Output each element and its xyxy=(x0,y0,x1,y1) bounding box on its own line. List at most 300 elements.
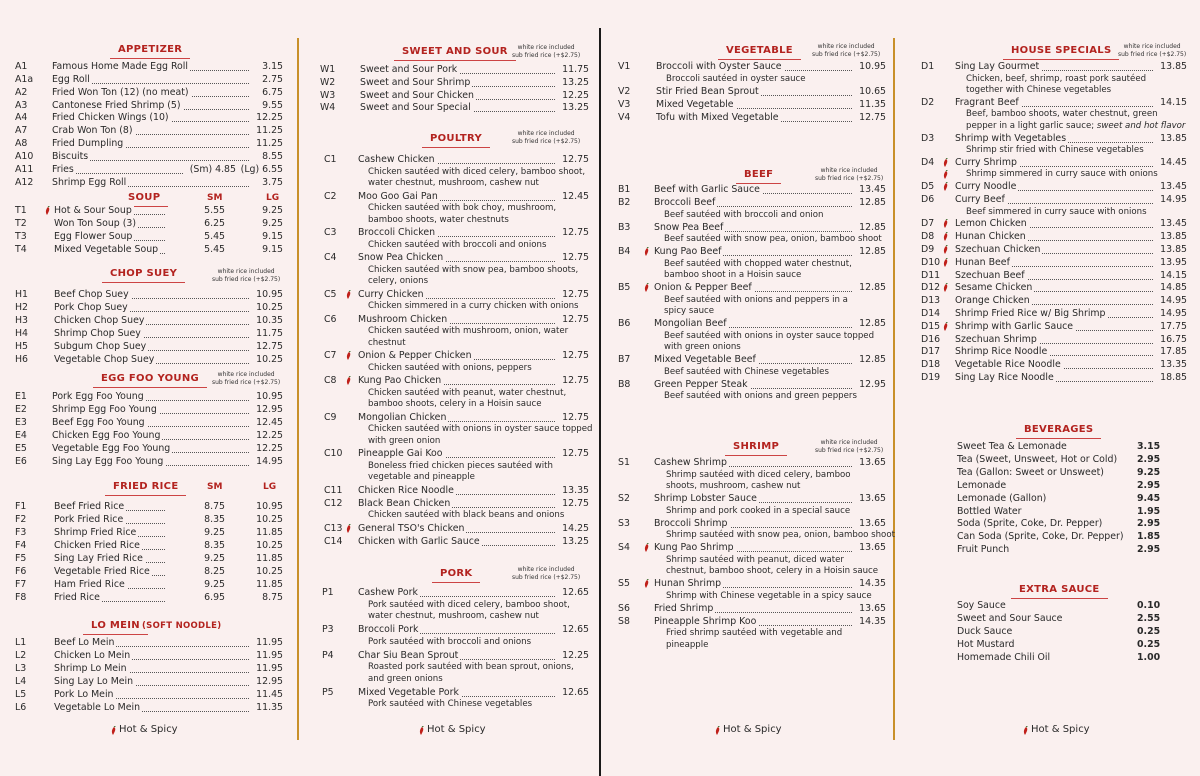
item-name xyxy=(654,578,852,590)
item-name xyxy=(955,194,1153,206)
column-header-large: LG xyxy=(263,482,277,492)
item-description: Chicken sautéed with snow pea, bamboo shoots, xyxy=(368,264,579,275)
section-title-appetizer: APPETIZER xyxy=(118,44,182,55)
item-description: Beef sautéed with onions and green peppers xyxy=(664,391,857,401)
item-code: W4 xyxy=(320,102,336,113)
item-code: D16 xyxy=(921,333,941,345)
item-name xyxy=(654,457,852,469)
item-name xyxy=(358,289,555,301)
item-price: 12.25 xyxy=(256,430,283,441)
item-description: chestnut xyxy=(368,337,406,348)
item-code: C9 xyxy=(324,411,337,423)
menu-item-row xyxy=(921,133,1187,145)
item-price: 12.45 xyxy=(562,190,589,202)
section-title-soup: SOUP xyxy=(128,192,160,203)
item-code: T1 xyxy=(15,205,27,216)
item-code: A1a xyxy=(15,74,34,85)
item-name-label: Onion & Pepper Beef xyxy=(654,282,752,293)
item-code: A10 xyxy=(15,151,34,162)
item-description: Chicken sautéed with onions, peppers xyxy=(368,362,532,373)
item-name xyxy=(955,334,1153,346)
sauce-price: 1.00 xyxy=(1137,651,1161,663)
item-price: 13.65 xyxy=(859,517,886,529)
item-name-label: Chicken Rice Noodle xyxy=(358,484,454,496)
item-price-large: 8.75 xyxy=(262,592,283,603)
item-code: F3 xyxy=(15,527,27,538)
item-name xyxy=(656,61,852,73)
item-price: 12.75 xyxy=(859,111,886,123)
item-code: D8 xyxy=(921,231,935,243)
item-price: 12.75 xyxy=(562,252,589,263)
item-name xyxy=(54,501,165,513)
item-code: D1 xyxy=(921,61,935,72)
item-name-label: Sing Lay Gourmet xyxy=(955,61,1040,72)
item-name xyxy=(54,553,165,565)
hot-pepper-icon xyxy=(345,524,352,534)
item-price: 13.45 xyxy=(859,184,886,195)
item-code: C4 xyxy=(324,252,337,263)
item-name-label: Famous Home Made Egg Roll xyxy=(52,61,188,72)
item-price: 12.25 xyxy=(562,90,589,101)
item-price: 12.95 xyxy=(256,404,283,415)
title-underline xyxy=(1016,438,1101,439)
item-name xyxy=(656,99,852,111)
item-code: A8 xyxy=(15,138,28,149)
item-name-label: Subgum Chop Suey xyxy=(54,341,147,352)
item-price: 3.75 xyxy=(262,177,283,188)
beverage-name: Lemonade xyxy=(957,479,1007,491)
item-name xyxy=(54,218,165,230)
item-name-label: Fried Rice xyxy=(54,592,100,603)
menu-item-row xyxy=(15,315,283,327)
item-name-label: Pineapple Shrimp Koo xyxy=(654,615,757,627)
item-price: 9.55 xyxy=(262,100,283,111)
beverage-price: 2.95 xyxy=(1137,544,1161,556)
hot-pepper-icon xyxy=(44,206,51,216)
item-price: 12.25 xyxy=(256,443,283,454)
menu-item-row xyxy=(618,86,886,98)
menu-item-row xyxy=(618,112,886,124)
item-name xyxy=(54,650,249,662)
item-code: D17 xyxy=(921,346,941,358)
item-description: bamboo shoot in a Hoisin sauce xyxy=(664,270,802,280)
item-name-label: Lemon Chicken xyxy=(955,218,1027,230)
item-code: D13 xyxy=(921,295,941,307)
title-underline xyxy=(432,582,480,583)
beverage-name: Can Soda (Sprite, Coke, Dr. Pepper) xyxy=(957,531,1124,543)
menu-item-row xyxy=(15,702,283,714)
menu-item-row xyxy=(15,391,283,403)
item-description: Pork sautéed with diced celery, bamboo shoot, xyxy=(368,599,570,610)
item-price: 13.25 xyxy=(562,102,589,113)
menu-item-row xyxy=(921,308,1187,320)
item-name xyxy=(52,151,249,163)
item-code: D6 xyxy=(921,194,935,205)
item-description: together with Chinese vegetables xyxy=(966,85,1112,95)
item-price: 8.55 xyxy=(262,151,283,162)
menu-item-row xyxy=(15,112,283,124)
menu-item-row xyxy=(322,624,589,636)
item-code: D14 xyxy=(921,307,941,319)
rice-note xyxy=(812,43,880,59)
item-description: celery, onions xyxy=(368,276,429,286)
item-price: 16.75 xyxy=(1160,333,1187,345)
menu-item-row xyxy=(15,244,283,256)
divider-1 xyxy=(297,38,299,740)
item-name-label: Char Siu Bean Sprout xyxy=(358,649,459,661)
hot-pepper-icon xyxy=(345,290,352,300)
item-name xyxy=(955,295,1153,307)
item-price: 12.75 xyxy=(562,411,589,423)
item-price: 11.25 xyxy=(256,138,283,149)
item-price: 12.25 xyxy=(562,649,589,661)
menu-item-row xyxy=(324,498,589,510)
item-description: Beef sautéed with broccoli and onion xyxy=(664,209,824,220)
sauce-name: Hot Mustard xyxy=(957,638,1015,650)
item-description: water chestnut, mushroom, cashew nut xyxy=(368,611,539,621)
menu-item-row xyxy=(618,542,886,554)
menu-item-row xyxy=(15,676,283,688)
item-name-label: Sweet and Sour Pork xyxy=(360,64,458,75)
section-title-extra-sauce: EXTRA SAUCE xyxy=(1019,584,1100,595)
item-name xyxy=(654,493,852,505)
item-price: 10.35 xyxy=(256,315,283,326)
item-price-large: 9.15 xyxy=(262,244,283,255)
menu-item-row xyxy=(15,579,283,591)
item-code: P3 xyxy=(322,624,334,635)
item-name xyxy=(358,624,555,636)
item-code: T3 xyxy=(15,231,27,242)
sauce-name: Soy Sauce xyxy=(957,600,1006,611)
item-name-label: Sweet and Sour Chicken xyxy=(360,90,474,101)
menu-item-row xyxy=(324,412,589,424)
item-price: 12.45 xyxy=(256,417,283,428)
item-name-label: Mixed Vegetable xyxy=(656,98,734,110)
item-name-label: Beef Fried Rice xyxy=(54,501,125,512)
item-price: 10.25 xyxy=(256,302,283,313)
item-price: 12.85 xyxy=(859,282,886,293)
item-code: D15 xyxy=(921,320,941,332)
menu-item-row xyxy=(15,138,283,150)
title-underline xyxy=(110,58,190,59)
item-price: 14.15 xyxy=(1160,269,1187,281)
sauce-row xyxy=(957,638,1161,651)
sauce-row xyxy=(957,600,1161,612)
item-name xyxy=(358,314,555,326)
beverage-name: Soda (Sprite, Coke, Dr. Pepper) xyxy=(957,518,1103,530)
item-name-label: General TSO's Chicken xyxy=(358,522,465,534)
item-price: 13.65 xyxy=(859,493,886,504)
menu-item-row xyxy=(921,218,1187,230)
item-description: Shrimp sautéed with snow pea, onion, bamboo shoot xyxy=(666,530,895,540)
item-name-label: Green Pepper Steak xyxy=(654,378,748,390)
rice-note-line: white rice included xyxy=(1123,43,1181,50)
item-name-label: Tofu with Mixed Vegetable xyxy=(656,111,779,123)
menu-item-row xyxy=(324,350,589,362)
sauce-name: Sweet and Sour Sauce xyxy=(957,612,1063,624)
item-code: D10 xyxy=(921,256,941,268)
item-price: 14.35 xyxy=(859,615,886,627)
menu-item-row xyxy=(15,540,283,552)
rice-note-line: white rice included xyxy=(217,371,275,378)
menu-item-row xyxy=(15,87,283,99)
item-name xyxy=(358,498,555,510)
item-name xyxy=(52,430,249,442)
item-price: 6.75 xyxy=(262,87,283,98)
section-title-beef: BEEF xyxy=(744,169,773,180)
item-price-small: 8.35 xyxy=(204,540,225,551)
sauce-price: 0.25 xyxy=(1137,638,1161,650)
item-price: 11.45 xyxy=(256,689,283,700)
item-name-label: Beef with Garlic Sauce xyxy=(654,184,760,195)
item-name xyxy=(54,341,249,353)
title-underline xyxy=(1003,59,1119,60)
beverage-name: Tea (Sweet, Unsweet, Hot or Cold) xyxy=(957,453,1118,465)
menu-item-row xyxy=(15,328,283,340)
item-name xyxy=(358,252,555,264)
sauce-row xyxy=(957,651,1161,664)
item-price: 11.35 xyxy=(859,98,886,110)
beverage-row xyxy=(957,466,1161,479)
rice-note-line: white rice included xyxy=(517,566,575,573)
menu-item-row xyxy=(322,687,589,699)
item-description: Chicken sautéed with bok choy, mushroom, xyxy=(368,203,557,213)
menu-item-row xyxy=(15,354,283,366)
item-name-label: Pineapple Gai Koo xyxy=(358,448,443,459)
item-price: 13.85 xyxy=(1160,231,1187,243)
item-name xyxy=(54,540,165,552)
item-name xyxy=(654,246,852,258)
rice-note-line: sub fried rice (+$2.75) xyxy=(815,175,884,182)
item-price: 3.15 xyxy=(262,61,283,72)
item-name-label: Mongolian Chicken xyxy=(358,411,447,423)
item-name xyxy=(52,391,249,403)
item-price: 13.35 xyxy=(1160,359,1187,371)
item-name-label: Fried Shrimp xyxy=(654,602,714,614)
item-code: H5 xyxy=(15,341,29,352)
beverage-price: 2.95 xyxy=(1137,453,1161,465)
item-price: 14.25 xyxy=(562,522,589,534)
item-description: and green onions xyxy=(368,673,443,684)
item-code: T2 xyxy=(15,218,27,229)
item-code: P5 xyxy=(322,686,334,698)
item-code: C5 xyxy=(324,288,337,300)
menu-item-row xyxy=(618,379,886,391)
menu-item-row xyxy=(15,689,283,701)
rice-note xyxy=(512,566,580,582)
menu-item-row xyxy=(618,246,886,258)
item-code: C14 xyxy=(324,535,343,547)
section-title-sweet-sour: SWEET AND SOUR xyxy=(402,46,508,57)
beverage-row xyxy=(957,544,1161,556)
section-title-house-specials: HOUSE SPECIALS xyxy=(1011,45,1111,56)
item-name-label: Vegetable Fried Rice xyxy=(54,566,150,577)
item-code: C13 xyxy=(324,522,343,534)
rice-note-line: sub fried rice (+$2.75) xyxy=(512,52,581,59)
item-name-label: Curry Beef xyxy=(955,194,1005,205)
item-description: Shrimp with Chinese vegetable in a spicy sauce xyxy=(666,590,872,601)
item-price: 12.85 xyxy=(859,197,886,208)
item-price: 12.75 xyxy=(562,350,589,361)
item-name xyxy=(955,97,1153,109)
item-name-label: Won Ton Soup (3) xyxy=(54,218,137,229)
menu-item-row xyxy=(15,100,283,112)
menu-item-row xyxy=(921,61,1187,73)
item-description: Shrimp sautéed with peanut, diced water xyxy=(666,554,844,565)
item-code: C7 xyxy=(324,350,337,361)
item-price: 11.95 xyxy=(256,663,283,674)
item-description: water chestnut, mushroom, cashew nut xyxy=(368,178,539,188)
item-name-label: Vegetable Chop Suey xyxy=(54,354,155,365)
item-price: 12.85 xyxy=(859,318,886,329)
hot-pepper-icon xyxy=(643,283,650,293)
item-price-large: 11.85 xyxy=(256,579,283,590)
menu-item-row xyxy=(324,227,589,239)
beverage-price: 1.95 xyxy=(1137,505,1161,517)
item-name-label: Shrimp Egg Roll xyxy=(52,177,127,188)
item-code: D2 xyxy=(921,96,935,108)
item-name xyxy=(52,456,249,468)
item-name xyxy=(54,676,249,688)
item-price: 12.75 xyxy=(562,497,589,509)
item-price: 11.35 xyxy=(256,702,283,713)
hot-pepper-icon xyxy=(714,726,721,736)
section-title-pork: PORK xyxy=(440,568,472,579)
item-price: 11.95 xyxy=(256,637,283,648)
item-name-label: Szechuan Chicken xyxy=(955,243,1041,255)
item-name xyxy=(54,689,249,701)
item-name-label: Shrimp Egg Foo Young xyxy=(52,404,157,415)
item-description: Shrimp and pork cooked in a special sauce xyxy=(666,505,851,516)
rice-note xyxy=(512,44,580,60)
item-name-label: Stir Fried Bean Sprout xyxy=(656,85,759,97)
item-name-label: Mixed Vegetable Pork xyxy=(358,686,459,698)
item-name xyxy=(54,302,249,314)
item-code: H2 xyxy=(15,302,29,313)
menu-item-row xyxy=(324,289,589,301)
item-code: C6 xyxy=(324,313,337,325)
rice-note-line: sub fried rice (+$2.75) xyxy=(812,51,881,58)
item-price: 12.75 xyxy=(562,154,589,165)
item-description: Beef sautéed with onions in oyster sauce topped xyxy=(664,330,875,341)
item-code: E3 xyxy=(15,417,27,428)
item-name-label: Cantonese Fried Shrimp (5) xyxy=(52,100,181,111)
item-price: 12.75 xyxy=(562,227,589,238)
flavor-note: sweet and hot flavor xyxy=(1096,120,1186,131)
section-title-shrimp: SHRIMP xyxy=(733,441,779,452)
item-description: shoots, mushroom, cashew nut xyxy=(666,481,801,491)
item-price: 13.35 xyxy=(562,484,589,496)
beverage-name: Sweet Tea & Lemonade xyxy=(957,441,1067,452)
beverage-name: Tea (Gallon: Sweet or Unsweet) xyxy=(957,466,1104,478)
item-price-large: 11.85 xyxy=(256,553,283,564)
hot-pepper-icon xyxy=(110,726,117,736)
item-name xyxy=(54,566,165,578)
item-name-label: Onion & Pepper Chicken xyxy=(358,350,472,361)
menu-item-row xyxy=(618,318,886,330)
item-name-label: Cashew Chicken xyxy=(358,154,435,165)
item-code: E1 xyxy=(15,391,27,402)
item-description: Shrimp stir fried with Chinese vegetables xyxy=(966,145,1144,156)
beverage-row xyxy=(957,505,1161,518)
item-name xyxy=(656,112,852,124)
item-price: 13.25 xyxy=(562,535,589,547)
item-price-small: 5.55 xyxy=(204,205,225,216)
menu-item-row xyxy=(618,222,886,234)
item-name-label: Fried Chicken Wings (10) xyxy=(52,112,169,123)
item-description: bamboo shoots, water chestnuts xyxy=(368,214,509,225)
item-name xyxy=(52,417,249,429)
beverage-price: 3.15 xyxy=(1137,441,1161,452)
item-price: 12.95 xyxy=(256,676,283,687)
item-name xyxy=(656,86,852,98)
item-description: Shrimp sautéed with diced celery, bamboo xyxy=(666,469,851,480)
menu-item-row xyxy=(921,231,1187,243)
hot-pepper-icon xyxy=(942,182,949,192)
item-name xyxy=(955,372,1153,384)
item-name xyxy=(955,359,1153,371)
item-name xyxy=(360,64,555,76)
item-description: Roasted pork sautéed with bean sprout, onions, xyxy=(368,662,574,672)
item-name xyxy=(955,244,1153,256)
divider-2 xyxy=(599,28,601,776)
item-name xyxy=(358,485,555,497)
item-name-label: Kung Pao Shrimp xyxy=(654,542,734,553)
item-code: E6 xyxy=(15,456,27,467)
item-name xyxy=(955,270,1153,282)
item-description: chestnut, bamboo shoot, celery in a Hoisin sauce xyxy=(666,566,879,576)
item-name-label: Shrimp Rice Noodle xyxy=(955,346,1048,358)
column-header-small: SM xyxy=(207,193,223,203)
section-subtitle-lo-mein: (SOFT NOODLE) xyxy=(142,621,222,631)
rice-note-line: white rice included xyxy=(817,43,875,50)
title-underline xyxy=(83,634,148,635)
item-name xyxy=(654,184,852,196)
menu-item-row xyxy=(15,637,283,649)
item-price: 10.65 xyxy=(859,85,886,97)
item-price-large: 10.25 xyxy=(256,566,283,577)
item-code: P4 xyxy=(322,649,334,661)
hot-pepper-icon xyxy=(942,232,949,242)
item-price-small: 6.25 xyxy=(204,218,225,229)
item-name xyxy=(52,100,249,112)
item-name-label: Shrimp with Garlic Sauce xyxy=(955,320,1074,332)
item-name xyxy=(955,133,1153,145)
menu-item-row xyxy=(15,663,283,675)
item-price-small: 8.25 xyxy=(204,566,225,577)
hot-pepper-icon xyxy=(643,543,650,553)
section-title-fried-rice: FRIED RICE xyxy=(113,481,178,492)
menu-item-row xyxy=(15,61,283,73)
item-code: B8 xyxy=(618,378,631,390)
item-code: E4 xyxy=(15,430,27,441)
item-name-label: Fragrant Beef xyxy=(955,96,1019,108)
item-name xyxy=(54,244,165,256)
item-name xyxy=(52,87,249,99)
item-description: Chicken simmered in a curry chicken with onions xyxy=(368,301,579,311)
item-name xyxy=(52,74,249,86)
item-name xyxy=(955,61,1153,73)
item-name-label: Pork Egg Foo Young xyxy=(52,391,144,402)
item-price: 11.95 xyxy=(256,650,283,661)
rice-note-line: sub fried rice (+$2.75) xyxy=(512,574,581,581)
item-code: H6 xyxy=(15,354,29,365)
item-code: W3 xyxy=(320,90,336,101)
item-description: Pork sautéed with broccoli and onions xyxy=(368,636,532,647)
item-name-label: Hunan Beef xyxy=(955,256,1010,268)
menu-item-row xyxy=(324,191,589,203)
item-price: 17.75 xyxy=(1160,320,1187,332)
